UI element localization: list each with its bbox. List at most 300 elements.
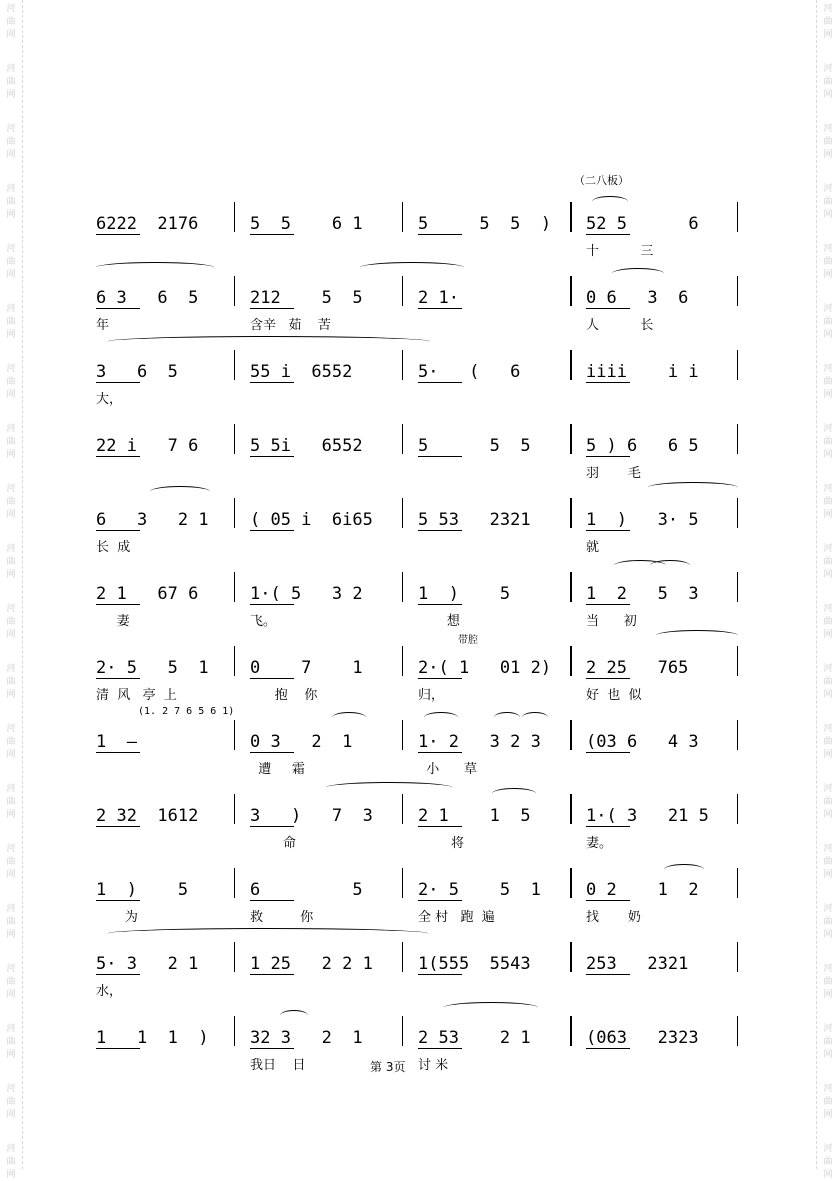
bar-line — [234, 942, 235, 972]
annotation-label: 带腔 — [458, 635, 478, 646]
watermark-glyph: 曲 — [823, 197, 833, 207]
measure-notes: 1 ) 5 — [418, 584, 511, 604]
measure-notes: 6 3 6 5 — [96, 288, 199, 308]
watermark-glyph: 曲 — [6, 917, 16, 927]
beam-underline — [418, 382, 462, 383]
watermark-glyph: 曲 — [6, 497, 16, 507]
watermark-glyph: 网 — [6, 330, 16, 340]
watermark-glyph: 曲 — [823, 17, 833, 27]
slur-arc — [650, 560, 690, 571]
bar-line — [402, 794, 403, 824]
beam-underline — [96, 826, 140, 827]
measure-notes: iiii i i — [586, 362, 699, 382]
watermark-glyph: 网 — [6, 30, 16, 40]
measure-notes: 1· 2 3 2 3 — [418, 732, 541, 752]
beam-underline — [250, 974, 294, 975]
lyric-text: 当 初 — [586, 614, 637, 629]
beam-underline — [250, 382, 294, 383]
watermark-glyph: 网 — [823, 450, 833, 460]
bar-line — [737, 572, 738, 602]
watermark-glyph: 曲 — [6, 677, 16, 687]
beam-underline — [586, 382, 630, 383]
watermark-glyph: 曲 — [823, 737, 833, 747]
watermark-glyph: 网 — [6, 510, 16, 520]
lyric-text: 就 — [586, 540, 600, 555]
score-row — [0, 1000, 840, 1074]
watermark-glyph: 河 — [823, 544, 833, 554]
bar-line — [737, 646, 738, 676]
beam-underline — [586, 826, 630, 827]
slur-arc — [592, 196, 628, 207]
measure-notes: 6 5 — [250, 880, 363, 900]
watermark-glyph: 河 — [823, 1024, 833, 1034]
watermark-glyph: 网 — [823, 750, 833, 760]
score-row — [0, 630, 840, 704]
measure-notes: (03 6 4 3 — [586, 732, 699, 752]
beam-underline — [418, 604, 462, 605]
measure-notes: 3 ) 7 3 — [250, 806, 373, 826]
watermark-glyph: 曲 — [6, 977, 16, 987]
measure-notes: 0 2 1 2 — [586, 880, 699, 900]
slur-arc — [108, 928, 428, 939]
small-notation: (1. 2 7 6 5 6 1) — [138, 706, 235, 717]
watermark-glyph: 网 — [823, 690, 833, 700]
watermark-glyph: 曲 — [6, 257, 16, 267]
measure-notes: 253 2321 — [586, 954, 689, 974]
bar-line — [234, 794, 235, 824]
lyric-text: 水， — [96, 984, 123, 999]
bar-line — [570, 794, 572, 824]
watermark-glyph: 网 — [6, 630, 16, 640]
measure-notes: 2 1· — [418, 288, 459, 308]
bar-line — [570, 202, 572, 232]
watermark-glyph: 曲 — [823, 1097, 833, 1107]
watermark-glyph: 网 — [823, 570, 833, 580]
watermark-glyph: 曲 — [6, 377, 16, 387]
beam-underline — [418, 234, 462, 235]
beam-underline — [586, 752, 630, 753]
beam-underline — [96, 456, 140, 457]
beam-underline — [586, 1048, 630, 1049]
watermark-glyph: 网 — [6, 1170, 16, 1180]
bar-line — [570, 942, 572, 972]
watermark-glyph: 网 — [6, 570, 16, 580]
measure-notes: 52 5 6 — [586, 214, 699, 234]
watermark-glyph: 网 — [823, 990, 833, 1000]
lyric-text: 含辛 茹 苦 — [250, 318, 331, 333]
slur-arc — [656, 630, 738, 641]
watermark-glyph: 河 — [823, 64, 833, 74]
watermark-glyph: 河 — [823, 964, 833, 974]
measure-notes: 1 2 5 3 — [586, 584, 699, 604]
measure-notes: 5· 3 2 1 — [96, 954, 199, 974]
lyric-text: 想 — [418, 614, 460, 629]
beam-underline — [586, 678, 630, 679]
bar-line — [402, 202, 403, 232]
beam-underline — [418, 456, 462, 457]
beam-underline — [250, 530, 294, 531]
bar-line — [570, 572, 572, 602]
bar-line — [570, 498, 572, 528]
measure-notes: 2· 5 5 1 — [96, 658, 209, 678]
watermark-glyph: 曲 — [823, 677, 833, 687]
beam-underline — [586, 530, 630, 531]
score-row — [0, 408, 840, 482]
watermark-glyph: 曲 — [823, 377, 833, 387]
bar-line — [737, 498, 738, 528]
watermark-glyph: 曲 — [6, 317, 16, 327]
watermark-glyph: 曲 — [6, 17, 16, 27]
measure-notes: 1·( 3 21 5 — [586, 806, 709, 826]
page-number: 第 3页 — [370, 1060, 406, 1074]
bar-line — [234, 424, 235, 454]
watermark-glyph: 曲 — [823, 317, 833, 327]
bar-line — [737, 868, 738, 898]
watermark-glyph: 河 — [823, 844, 833, 854]
beam-underline — [96, 752, 140, 753]
measure-notes: 5 ) 6 6 5 — [586, 436, 699, 456]
beam-underline — [96, 678, 140, 679]
watermark-glyph: 曲 — [823, 1157, 833, 1167]
lyric-text: 全 村 跑 遍 — [418, 910, 495, 925]
watermark-glyph: 曲 — [6, 437, 16, 447]
watermark-glyph: 河 — [823, 904, 833, 914]
watermark-glyph: 曲 — [823, 77, 833, 87]
beam-underline — [418, 900, 462, 901]
watermark-glyph: 河 — [6, 1144, 16, 1154]
beam-underline — [96, 530, 140, 531]
lyric-text: 好 也 似 — [586, 688, 642, 703]
bar-line — [402, 498, 403, 528]
measure-notes: 0 6 3 6 — [586, 288, 689, 308]
bar-line — [234, 1016, 235, 1046]
watermark-glyph: 河 — [6, 484, 16, 494]
watermark-glyph: 曲 — [6, 737, 16, 747]
measure-notes: (063 2323 — [586, 1028, 699, 1048]
beam-underline — [250, 826, 294, 827]
measure-notes: 1 ) 5 — [96, 880, 189, 900]
measure-notes: 1 ) 3· 5 — [586, 510, 699, 530]
watermark-glyph: 网 — [823, 630, 833, 640]
slur-arc — [108, 336, 430, 347]
bar-line — [234, 202, 235, 232]
beam-underline — [418, 530, 462, 531]
watermark-glyph: 曲 — [6, 617, 16, 627]
beam-underline — [418, 308, 462, 309]
watermark-glyph: 网 — [6, 1110, 16, 1120]
watermark-glyph: 河 — [6, 604, 16, 614]
watermark-glyph: 网 — [823, 810, 833, 820]
measure-notes: 5 5i 6552 — [250, 436, 363, 456]
score-row — [0, 852, 840, 926]
measure-notes: 3 6 5 — [96, 362, 178, 382]
watermark-glyph: 曲 — [6, 1097, 16, 1107]
beam-underline — [96, 974, 140, 975]
measure-notes: 2 1 67 6 — [96, 584, 199, 604]
measure-notes: 6222 2176 — [96, 214, 199, 234]
slur-arc — [444, 1002, 538, 1013]
bar-line — [737, 202, 738, 232]
lyric-text: 人 长 — [586, 318, 654, 333]
lyric-text: 找 奶 — [586, 910, 641, 925]
beam-underline — [250, 1048, 294, 1049]
slur-arc — [648, 482, 738, 493]
watermark-glyph: 网 — [823, 270, 833, 280]
watermark-glyph: 网 — [823, 930, 833, 940]
measure-notes: 1(555 5543 — [418, 954, 531, 974]
watermark-glyph: 河 — [6, 364, 16, 374]
watermark-glyph: 河 — [6, 544, 16, 554]
measure-notes: 6 3 2 1 — [96, 510, 209, 530]
bar-line — [737, 276, 738, 306]
beam-underline — [96, 1048, 140, 1049]
lyric-text: 大， — [96, 392, 123, 407]
watermark-glyph: 网 — [6, 90, 16, 100]
watermark-glyph: 河 — [6, 904, 16, 914]
watermark-glyph: 网 — [6, 990, 16, 1000]
beam-underline — [250, 234, 294, 235]
watermark-glyph: 曲 — [823, 257, 833, 267]
watermark-glyph: 网 — [823, 1110, 833, 1120]
measure-notes: 5 5 6 1 — [250, 214, 363, 234]
measure-notes: 0 3 2 1 — [250, 732, 353, 752]
watermark-glyph: 河 — [823, 304, 833, 314]
slur-arc — [150, 486, 210, 497]
watermark-glyph: 曲 — [6, 557, 16, 567]
watermark-glyph: 河 — [823, 364, 833, 374]
beam-underline — [418, 678, 462, 679]
measure-notes: 2 25 765 — [586, 658, 689, 678]
measure-notes: 2 32 1612 — [96, 806, 199, 826]
measure-notes: 22 i 7 6 — [96, 436, 199, 456]
bar-line — [570, 350, 572, 380]
slur-arc — [326, 782, 452, 793]
watermark-glyph: 河 — [823, 1084, 833, 1094]
lyric-text: 妻 — [96, 614, 130, 629]
watermark-glyph: 河 — [6, 964, 16, 974]
bar-line — [570, 1016, 572, 1046]
watermark-glyph: 曲 — [823, 437, 833, 447]
measure-notes: 1 25 2 2 1 — [250, 954, 373, 974]
watermark-glyph: 网 — [823, 390, 833, 400]
score-row — [0, 556, 840, 630]
bar-line — [234, 720, 235, 750]
bar-line — [737, 1016, 738, 1046]
beam-underline — [586, 308, 630, 309]
watermark-glyph: 河 — [823, 664, 833, 674]
lyric-text: 为 — [96, 910, 138, 925]
bar-line — [402, 868, 403, 898]
watermark-glyph: 曲 — [823, 857, 833, 867]
lyric-text: 救 你 — [250, 910, 314, 925]
watermark-glyph: 网 — [6, 390, 16, 400]
bar-line — [234, 350, 235, 380]
watermark-glyph: 河 — [823, 1144, 833, 1154]
bar-line — [234, 276, 235, 306]
bar-line — [737, 942, 738, 972]
beam-underline — [96, 900, 140, 901]
measure-notes: 55 i 6552 — [250, 362, 353, 382]
measure-notes: 212 5 5 — [250, 288, 363, 308]
watermark-glyph: 网 — [823, 90, 833, 100]
watermark-glyph: 网 — [823, 150, 833, 160]
measure-notes: 1 1 1 ) — [96, 1028, 209, 1048]
lyric-text: 命 — [250, 836, 297, 851]
watermark-glyph: 河 — [6, 784, 16, 794]
measure-notes: 5· ( 6 — [418, 362, 521, 382]
watermark-glyph: 河 — [823, 724, 833, 734]
watermark-glyph: 曲 — [823, 617, 833, 627]
lyric-text: 归， — [418, 688, 445, 703]
lyric-text: 年 — [96, 318, 110, 333]
watermark-glyph: 曲 — [823, 557, 833, 567]
watermark-glyph: 河 — [6, 4, 16, 14]
watermark-glyph: 网 — [823, 210, 833, 220]
slur-arc — [332, 712, 366, 723]
bar-line — [402, 572, 403, 602]
bar-line — [570, 424, 572, 454]
beam-underline — [96, 234, 140, 235]
watermark-glyph: 河 — [823, 484, 833, 494]
slur-arc — [96, 262, 214, 273]
watermark-glyph: 河 — [6, 844, 16, 854]
bar-line — [570, 646, 572, 676]
measure-notes: 2 53 2 1 — [418, 1028, 531, 1048]
slur-arc — [494, 712, 520, 723]
watermark-glyph: 曲 — [823, 137, 833, 147]
beam-underline — [418, 826, 462, 827]
lyric-text: 遭 霜 — [250, 762, 305, 777]
watermark-glyph: 河 — [823, 184, 833, 194]
measure-notes: 0 7 1 — [250, 658, 363, 678]
beam-underline — [586, 900, 630, 901]
watermark-glyph: 河 — [823, 4, 833, 14]
bar-line — [402, 350, 403, 380]
measure-notes: 5 5 5 — [418, 436, 531, 456]
bar-line — [402, 424, 403, 454]
watermark-glyph: 网 — [6, 210, 16, 220]
score-row — [0, 482, 840, 556]
bar-line — [234, 498, 235, 528]
slur-arc — [280, 1010, 308, 1021]
slur-arc — [424, 712, 458, 723]
watermark-glyph: 曲 — [6, 1157, 16, 1167]
lyric-text: 小 草 — [418, 762, 478, 777]
bar-line — [737, 720, 738, 750]
beam-underline — [418, 752, 462, 753]
lyric-text: 清 风 亭 上 — [96, 688, 177, 703]
beam-underline — [96, 604, 140, 605]
watermark-glyph: 河 — [6, 1024, 16, 1034]
bar-line — [234, 646, 235, 676]
lyric-text: 十 三 — [586, 244, 654, 259]
bar-line — [402, 646, 403, 676]
measure-notes: ( 05 i 6i65 — [250, 510, 373, 530]
watermark-glyph: 河 — [823, 124, 833, 134]
lyric-text: 妻。 — [586, 836, 613, 851]
bar-line — [737, 424, 738, 454]
watermark-glyph: 河 — [6, 124, 16, 134]
slur-arc — [522, 712, 548, 723]
watermark-glyph: 河 — [6, 424, 16, 434]
watermark-glyph: 网 — [823, 1170, 833, 1180]
bar-line — [402, 942, 403, 972]
bar-line — [402, 720, 403, 750]
score-row — [0, 186, 840, 260]
watermark-glyph: 曲 — [823, 497, 833, 507]
watermark-glyph: 曲 — [6, 137, 16, 147]
watermark-glyph: 河 — [823, 244, 833, 254]
lyric-text: 讨 米 — [418, 1058, 449, 1073]
watermark-glyph: 网 — [6, 270, 16, 280]
watermark-glyph: 曲 — [6, 1037, 16, 1047]
bar-line — [234, 572, 235, 602]
section-label: （二八板） — [574, 174, 629, 187]
lyric-text: 羽 毛 — [586, 466, 641, 481]
slur-arc — [664, 864, 704, 875]
beam-underline — [250, 900, 294, 901]
beam-underline — [586, 604, 630, 605]
lyric-text: 长 成 — [96, 540, 131, 555]
measure-notes: 32 3 2 1 — [250, 1028, 363, 1048]
slur-arc — [612, 268, 664, 279]
lyric-text: 我日 日 — [250, 1058, 306, 1073]
watermark-glyph: 网 — [6, 930, 16, 940]
beam-underline — [418, 1048, 462, 1049]
watermark-glyph: 曲 — [823, 797, 833, 807]
watermark-glyph: 网 — [823, 30, 833, 40]
lyric-text: 抱 你 — [250, 688, 318, 703]
bar-line — [737, 350, 738, 380]
measure-notes: 1 — — [96, 732, 137, 752]
beam-underline — [250, 752, 294, 753]
watermark-glyph: 河 — [823, 784, 833, 794]
slur-arc — [360, 262, 464, 273]
watermark-glyph: 网 — [823, 510, 833, 520]
watermark-glyph: 网 — [6, 690, 16, 700]
beam-underline — [250, 456, 294, 457]
watermark-glyph: 网 — [6, 150, 16, 160]
score-row — [0, 704, 840, 778]
watermark-glyph: 网 — [823, 330, 833, 340]
watermark-glyph: 曲 — [823, 917, 833, 927]
watermark-glyph: 河 — [6, 184, 16, 194]
watermark-glyph: 河 — [823, 604, 833, 614]
watermark-glyph: 曲 — [6, 857, 16, 867]
watermark-glyph: 曲 — [823, 1037, 833, 1047]
watermark-glyph: 网 — [6, 810, 16, 820]
watermark-glyph: 河 — [823, 424, 833, 434]
watermark-glyph: 河 — [6, 724, 16, 734]
watermark-glyph: 曲 — [6, 197, 16, 207]
bar-line — [737, 794, 738, 824]
watermark-glyph: 曲 — [823, 977, 833, 987]
watermark-glyph: 网 — [6, 450, 16, 460]
beam-underline — [250, 604, 294, 605]
watermark-glyph: 河 — [6, 244, 16, 254]
measure-notes: 5 53 2321 — [418, 510, 531, 530]
watermark-glyph: 网 — [6, 1050, 16, 1060]
measure-notes: 1·( 5 3 2 — [250, 584, 363, 604]
lyric-text: 飞。 — [250, 614, 277, 629]
beam-underline — [418, 974, 462, 975]
watermark-glyph: 曲 — [6, 797, 16, 807]
measure-notes: 2 1 1 5 — [418, 806, 531, 826]
beam-underline — [586, 974, 630, 975]
lyric-text: 将 — [418, 836, 465, 851]
measure-notes: 5 5 5 ) — [418, 214, 552, 234]
bar-line — [570, 868, 572, 898]
